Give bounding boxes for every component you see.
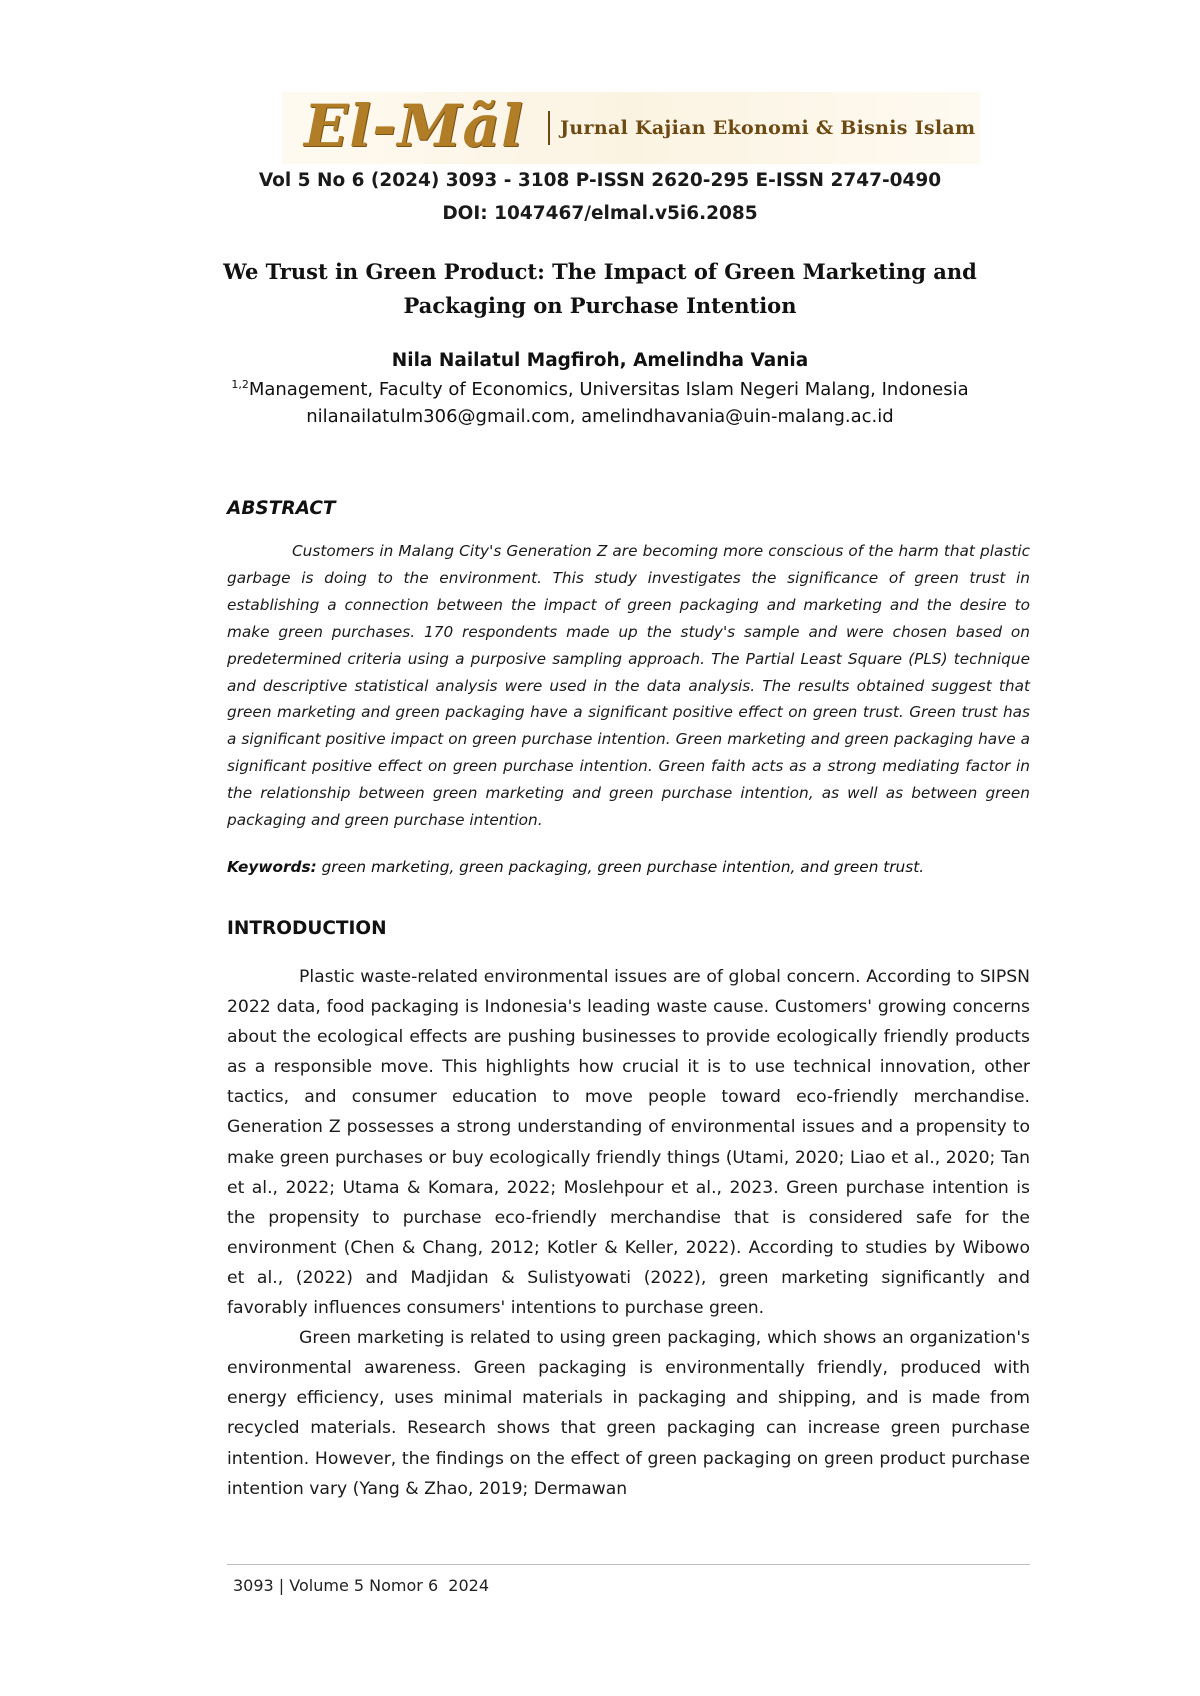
- introduction-body: [227, 962, 1030, 1504]
- keywords-line: [227, 858, 1030, 876]
- journal-masthead: [282, 92, 980, 164]
- page-footer: 3093 | Volume 5 Nomor 6 2024: [233, 1576, 490, 1595]
- author-list: Nila Nailatul Magfiroh, Amelindha Vania: [391, 350, 809, 371]
- abstract-body: Customers in Malang City's Generation Z are becoming more conscious of the harm that plastic garbage is doing to the environment. This study investigates the significance of green trust in establishing a connection between the impact of green packaging and marketing and the desire to make green purchases. 170 respondents made up the study's sample and were chosen based on predetermined criteria using a purposive sampling approach. The Partial Least Square (PLS) technique and descriptive statistical analysis were used in the data analysis. The results obtained suggest that green marketing and green packaging have a significant positive effect on green trust. Green trust has a significant positive impact on green purchase intention. Green marketing and green packaging have a significant positive effect on green purchase intention. Green faith acts as a strong mediating factor in the relationship between green marketing and green purchase intention, as well as between green packaging and green purchase intention.: [227, 542, 1030, 830]
- introduction-paragraph: Green marketing is related to using green packaging, which shows an organization's environmental awareness. Green packaging is environmentally friendly, produced with energy efficiency, uses minimal materials in packaging and shipping, and is made from recycled materials. Research shows that green packaging can increase green purchase intention. However, the findings on the effect of green packaging on green product purchase intention vary (Yang & Zhao, 2019; Dermawan: [227, 1328, 1030, 1499]
- introduction-heading: INTRODUCTION: [227, 918, 387, 939]
- keywords-label: Keywords:: [227, 858, 317, 876]
- doi-line: DOI: 1047467/elmal.v5i6.2085: [442, 203, 758, 224]
- affiliation: [0, 378, 1200, 400]
- paper-title: We Trust in Green Product: The Impact of Green Marketing and Packaging on Purchase Intention: [223, 259, 977, 318]
- affiliation-text: Management, Faculty of Economics, Universitas Islam Negeri Malang, Indonesia: [248, 379, 969, 400]
- journal-subtitle: Jurnal Kajian Ekonomi & Bisnis Islam: [560, 117, 976, 139]
- volume-issn-line: Vol 5 No 6 (2024) 3093 - 3108 P-ISSN 2620-295 E-ISSN 2747-0490: [258, 170, 942, 191]
- author-emails: nilanailatulm306@gmail.com, amelindhavania@uin-malang.ac.id: [306, 406, 894, 427]
- keywords-text: green marketing, green packaging, green purchase intention, and green trust.: [316, 858, 925, 876]
- introduction-paragraph: Plastic waste-related environmental issues are of global concern. According to SIPSN 2022 data, food packaging is Indonesia's leading waste cause. Customers' growing concerns about the ecological effects are pushing businesses to provide ecologically friendly products as a responsible move. This highlights how crucial it is to use technical innovation, other tactics, and consumer education to move people toward eco-friendly merchandise. Generation Z possesses a strong understanding of environmental issues and a propensity to make green purchases or buy ecologically friendly things (Utami, 2020; Liao et al., 2020; Tan et al., 2022; Utama & Komara, 2022; Moslehpour et al., 2023. Green purchase intention is the propensity to purchase eco-friendly merchandise that is considered safe for the environment (Chen & Chang, 2012; Kotler & Keller, 2022). According to studies by Wibowo et al., (2022) and Madjidan & Sulistyowati (2022), green marketing significantly and favorably influences consumers' intentions to purchase green.: [227, 967, 1030, 1319]
- journal-logo: El-Mãl: [304, 92, 525, 160]
- affiliation-marker: 1,2: [231, 378, 249, 391]
- footer-rule: [227, 1564, 1030, 1565]
- abstract-heading: ABSTRACT: [227, 498, 336, 519]
- masthead-divider: [548, 111, 550, 145]
